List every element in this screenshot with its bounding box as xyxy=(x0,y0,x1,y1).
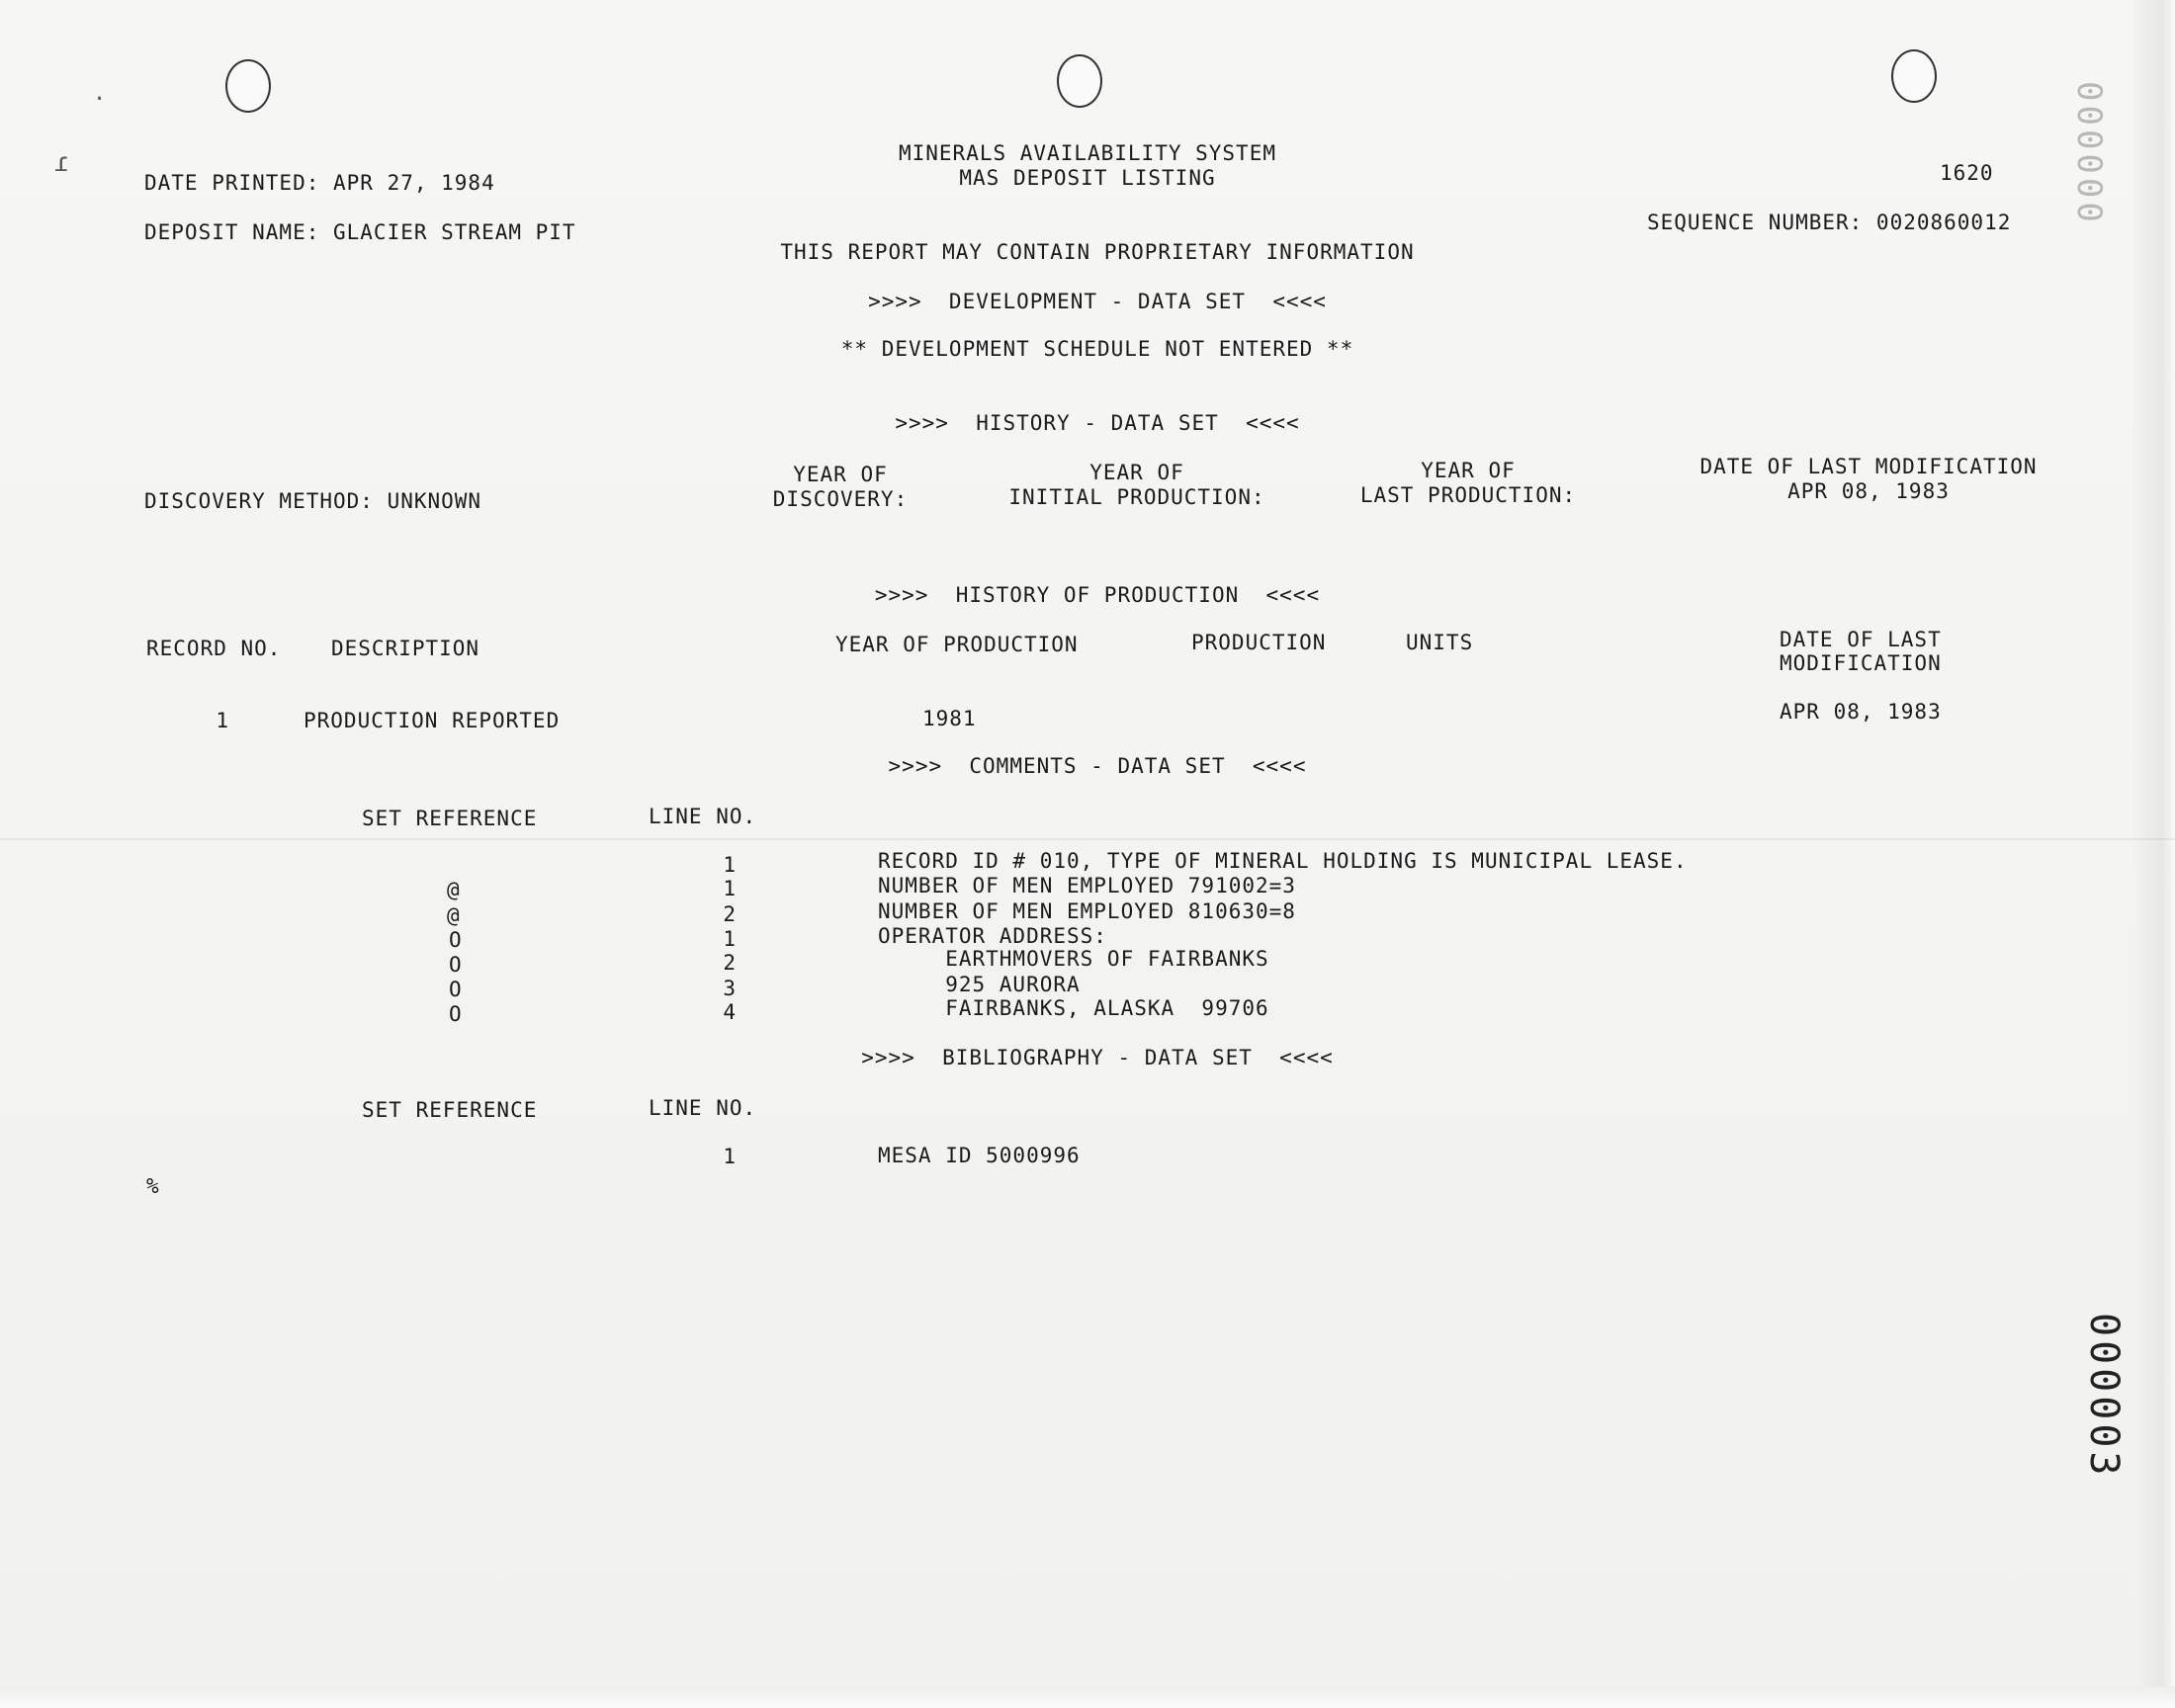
comment-set-ref: O xyxy=(449,1002,463,1026)
comment-set-ref: @ xyxy=(447,878,461,901)
bibliography-line-no: 1 xyxy=(723,1145,737,1168)
comment-line-no: 1 xyxy=(723,877,737,900)
percent-marker: % xyxy=(146,1174,160,1198)
punch-hole-right xyxy=(1891,49,1937,103)
col-record-no: RECORD NO. xyxy=(146,637,282,660)
paper-bottom-edge xyxy=(0,1686,2175,1708)
development-note: ** DEVELOPMENT SCHEDULE NOT ENTERED ** xyxy=(840,337,1354,361)
comment-line-no: 2 xyxy=(723,951,737,975)
punch-hole-center xyxy=(1057,54,1102,108)
comment-text: OPERATOR ADDRESS: xyxy=(878,924,1107,948)
comment-line-no: 1 xyxy=(723,853,737,877)
year-of-initial-production-label: YEAR OF xyxy=(1089,461,1184,484)
comment-text: EARTHMOVERS OF FAIRBANKS xyxy=(878,947,1269,971)
comment-line-no: 2 xyxy=(723,902,737,926)
comment-set-ref: O xyxy=(449,928,463,952)
discovery-method: DISCOVERY METHOD: UNKNOWN xyxy=(144,489,482,513)
year-of-initial-production-label: INITIAL PRODUCTION: xyxy=(1008,485,1265,509)
listing-title: MAS DEPOSIT LISTING xyxy=(959,166,1216,190)
comment-line-no: 4 xyxy=(723,1000,737,1024)
comment-line-no: 3 xyxy=(723,977,737,1000)
comment-line-no: 1 xyxy=(723,927,737,951)
page-number: 1620 xyxy=(1940,161,1994,185)
sequence-number: SEQUENCE NUMBER: 0020860012 xyxy=(1647,211,2012,234)
year-of-discovery-label: DISCOVERY: xyxy=(772,487,909,511)
bibliography-col-line-no: LINE NO. xyxy=(649,1096,757,1120)
development-heading: >>>> DEVELOPMENT - DATA SET <<<< xyxy=(868,290,1327,313)
production-description: PRODUCTION REPORTED xyxy=(304,709,561,732)
page-stamp-faint: 000000 xyxy=(2069,81,2109,226)
page-stamp-number: 000003 xyxy=(2081,1313,2127,1480)
production-modification-date: APR 08, 1983 xyxy=(1780,700,1942,724)
bibliography-text: MESA ID 5000996 xyxy=(878,1144,1081,1167)
deposit-name: DEPOSIT NAME: GLACIER STREAM PIT xyxy=(144,220,576,244)
col-units: UNITS xyxy=(1406,631,1474,654)
history-last-modification-label: DATE OF LAST MODIFICATION xyxy=(1699,455,2038,478)
production-record-no: 1 xyxy=(216,709,229,732)
comment-text: RECORD ID # 010, TYPE OF MINERAL HOLDING IS MUNICIPAL LEASE. xyxy=(878,849,1688,873)
comments-heading: >>>> COMMENTS - DATA SET <<<< xyxy=(888,754,1307,778)
comments-col-set-reference: SET REFERENCE xyxy=(362,807,538,830)
punch-hole-left xyxy=(225,59,271,113)
year-of-discovery-label: YEAR OF xyxy=(793,463,888,486)
col-description: DESCRIPTION xyxy=(331,637,480,660)
comment-text: FAIRBANKS, ALASKA 99706 xyxy=(878,996,1269,1020)
production-heading: >>>> HISTORY OF PRODUCTION <<<< xyxy=(874,583,1321,607)
bibliography-col-set-reference: SET REFERENCE xyxy=(362,1098,538,1122)
comment-set-ref: @ xyxy=(447,903,461,927)
system-title: MINERALS AVAILABILITY SYSTEM xyxy=(898,141,1276,165)
year-of-last-production-label: LAST PRODUCTION: xyxy=(1359,483,1577,507)
date-printed: DATE PRINTED: APR 27, 1984 xyxy=(144,171,495,195)
col-date-of-last-modification: MODIFICATION xyxy=(1780,651,1942,675)
stray-mark: · xyxy=(93,87,107,112)
col-year-of-production: YEAR OF PRODUCTION xyxy=(835,633,1079,656)
production-year: 1981 xyxy=(922,707,977,730)
comment-set-ref: O xyxy=(449,953,463,977)
comment-text: NUMBER OF MEN EMPLOYED 810630=8 xyxy=(878,899,1296,923)
comment-text: NUMBER OF MEN EMPLOYED 791002=3 xyxy=(878,874,1296,897)
bibliography-heading: >>>> BIBLIOGRAPHY - DATA SET <<<< xyxy=(861,1046,1334,1069)
comment-set-ref: O xyxy=(449,978,463,1001)
year-of-last-production-label: YEAR OF xyxy=(1421,459,1516,482)
history-heading: >>>> HISTORY - DATA SET <<<< xyxy=(895,411,1300,435)
col-date-of-last-modification: DATE OF LAST xyxy=(1780,628,1942,651)
history-last-modification-date: APR 08, 1983 xyxy=(1787,479,1950,503)
comments-col-line-no: LINE NO. xyxy=(649,805,757,828)
proprietary-notice: THIS REPORT MAY CONTAIN PROPRIETARY INFORMATION xyxy=(780,240,1415,264)
col-production: PRODUCTION xyxy=(1191,631,1327,654)
stray-mark: ɾ xyxy=(53,148,69,178)
paper-edge xyxy=(2133,0,2175,1708)
comment-text: 925 AURORA xyxy=(878,973,1081,996)
